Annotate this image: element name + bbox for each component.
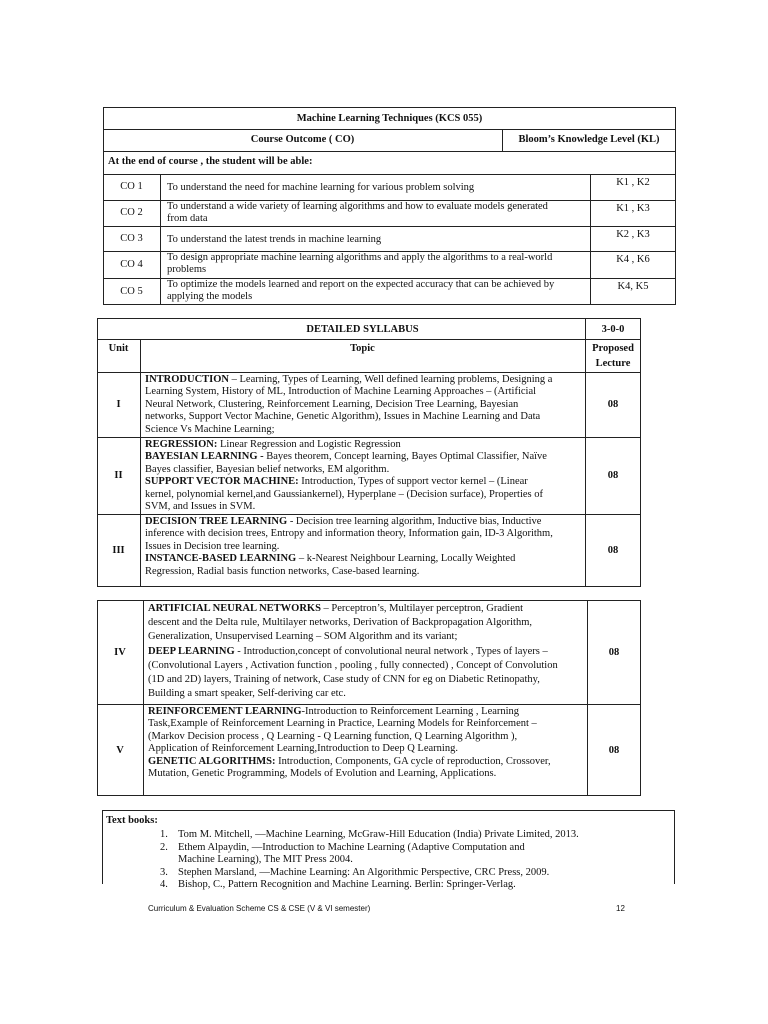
topic-text: inference with decision trees, Entropy and information theory, Information gain, ID-3 Algorithm,	[145, 528, 553, 540]
topic-line	[145, 566, 581, 578]
topic-text: Task,Example of Reinforcement Learning in Practice, Learning Models for Reinforcement –	[148, 718, 537, 730]
syllabus-title: DETAILED SYLLABUS	[306, 324, 419, 335]
co-knowledge-level: K1 , K3	[616, 203, 650, 214]
co-id: CO 2	[120, 207, 143, 218]
topic-line	[145, 501, 581, 513]
topic-line	[148, 756, 583, 768]
topic-heading: SUPPORT VECTOR MACHINE:	[145, 476, 299, 488]
topic-text: Issues in Decision tree learning.	[145, 540, 280, 552]
course-outcome-header: Course Outcome ( CO)	[250, 134, 355, 145]
topic-text: Bayes classifier, Bayesian belief networks, EM algorithm.	[145, 463, 390, 475]
topic-line	[148, 674, 583, 686]
topic-text: Linear Regression and Logistic Regression	[217, 439, 401, 450]
topic-line	[145, 464, 581, 476]
co-description-line: To understand the need for machine learning for various problem solving	[167, 182, 475, 193]
co-description-line: from data	[167, 213, 208, 224]
knowledge-level-header: Bloom’s Knowledge Level (KL)	[518, 134, 660, 145]
topic-text: Mutation, Genetic Programming, Models of Evolution and Learning, Applications.	[148, 768, 497, 779]
topic-header: Topic	[350, 343, 375, 354]
topic-text: – Perceptron’s, Multilayer perceptron, Gradient	[320, 603, 523, 614]
topic-line	[148, 731, 583, 743]
topic-text: kernel, polynomial kernel,and Gaussiankernel), Hyperplane – (Decision surface), Properties of	[145, 488, 543, 500]
topic-text: (1D and 2D) layers, Training of network, Case study of CNN for eg on Diabetic Retinopathy,	[148, 674, 540, 685]
topic-line	[148, 706, 583, 718]
topic-heading: REINFORCEMENT LEARNING	[148, 706, 302, 717]
unit-number: II	[114, 470, 123, 481]
textbook-line: Ethem Alpaydin, ―Introduction to Machine Learning (Adaptive Computation and	[178, 841, 525, 853]
textbook-line: Machine Learning), The MIT Press 2004.	[178, 854, 353, 865]
topic-text: (Convolutional Layers , Activation function , pooling , fully connected) , Concept of Convolution	[148, 659, 558, 671]
topic-line	[148, 718, 583, 730]
unit-header: Unit	[108, 343, 129, 354]
textbook-number: 2.	[160, 841, 168, 853]
topic-line	[145, 399, 581, 411]
co-knowledge-level: K4, K5	[617, 281, 649, 292]
textbook-number: 1.	[160, 829, 168, 840]
topic-line	[148, 631, 583, 643]
topic-text: networks, Support Vector Machine, Genetic Algorithm), Issues in Machine Learning and Data	[145, 411, 541, 423]
topic-line	[145, 476, 581, 488]
unit-number: IV	[114, 647, 126, 658]
topic-line	[145, 439, 581, 451]
topic-text: descent and the Delta rule, Multilayer networks, Derivation of Backpropagation Algorithm,	[148, 617, 533, 629]
unit-lectures: 08	[607, 545, 619, 556]
co-intro: At the end of course , the student will be able:	[108, 156, 313, 167]
textbook-line: Stephen Marsland, ―Machine Learning: An Algorithmic Perspective, CRC Press, 2009.	[178, 866, 550, 878]
co-description-line: problems	[167, 264, 207, 275]
topic-text: – Learning, Types of Learning, Well defined learning problems, Designing a	[229, 374, 553, 385]
topic-text: Introduction, Types of support vector kernel – (Linear	[298, 476, 528, 488]
topic-text: -Introduction to Reinforcement Learning , Learning	[301, 706, 520, 717]
co-id: CO 1	[120, 181, 143, 192]
course-title: Machine Learning Techniques (KCS 055)	[296, 113, 483, 124]
topic-heading: INSTANCE-BASED LEARNING	[145, 553, 297, 565]
co-description-line: applying the models	[167, 291, 253, 302]
topic-line	[145, 386, 581, 398]
topic-line	[145, 411, 581, 423]
co-knowledge-level: K2 , K3	[616, 229, 650, 240]
topic-text: SVM, and Issues in SVM.	[145, 501, 256, 512]
unit-number: V	[116, 744, 124, 756]
topic-line	[148, 660, 583, 672]
topic-line	[148, 743, 583, 755]
co-id: CO 5	[120, 285, 143, 297]
topic-text: Introduction, Components, GA cycle of reproduction, Crossover,	[275, 755, 551, 767]
topic-line	[145, 516, 581, 528]
textbook-line: Tom M. Mitchell, ―Machine Learning, McGraw-Hill Education (India) Private Limited, 2013.	[178, 829, 579, 840]
topic-text: Generalization, Unsupervised Learning – SOM Algorithm and its variant;	[148, 631, 458, 643]
topic-text: (Markov Decision process , Q Learning - Q Learning function, Q Learning Algorithm ),	[148, 730, 518, 742]
lecture-header-line2: Lecture	[595, 358, 631, 369]
topic-line	[145, 528, 581, 540]
unit-lectures: 08	[608, 647, 620, 658]
topic-text: Neural Network, Clustering, Reinforcement Learning, Decision Tree Learning, Bayesian	[145, 398, 519, 410]
topic-line	[145, 424, 581, 436]
topic-text: Bayes theorem, Concept learning, Bayes Optimal Classifier, Naïve	[263, 451, 547, 463]
unit-number: III	[112, 545, 125, 556]
topic-line	[145, 489, 581, 501]
topic-line	[145, 451, 581, 463]
co-description-line: To design appropriate machine learning algorithms and apply the algorithms to a real-world	[167, 252, 553, 263]
topic-line	[148, 603, 583, 615]
page-number: 12	[616, 904, 625, 913]
topic-heading: REGRESSION:	[145, 439, 218, 450]
co-description-line: To optimize the models learned and report on the expected accuracy that can be achieved by	[167, 279, 555, 290]
topic-heading: DEEP LEARNING	[148, 645, 235, 657]
topic-text: – k-Nearest Neighbour Learning, Locally Weighted	[296, 553, 516, 565]
topic-heading: DECISION TREE LEARNING	[145, 516, 288, 527]
co-knowledge-level: K4 , K6	[616, 254, 650, 265]
topic-heading: ARTIFICIAL NEURAL NETWORKS	[148, 603, 321, 614]
textbooks-heading: Text books:	[106, 815, 158, 826]
topic-heading: INTRODUCTION	[145, 374, 230, 385]
textbook-number: 4.	[160, 879, 168, 890]
topic-line	[148, 646, 583, 658]
topic-text: Building a smart speaker, Self-deriving car etc.	[148, 688, 346, 700]
ltp-value: 3-0-0	[601, 324, 625, 335]
topic-text: Regression, Radial basis function networks, Case-based learning.	[145, 565, 420, 577]
unit-number: I	[116, 399, 121, 410]
topic-text: Science Vs Machine Learning;	[145, 423, 275, 435]
topic-text: Learning System, History of ML, Introduction of Machine Learning Approaches – (Artificial	[145, 386, 537, 398]
topic-line	[145, 541, 581, 553]
topic-line	[145, 553, 581, 565]
topic-line	[145, 374, 581, 386]
co-description-line: To understand a wide variety of learning algorithms and how to evaluate models generated	[167, 201, 548, 212]
topic-text: - Decision tree learning algorithm, Inductive bias, Inductive	[287, 516, 542, 527]
textbook-line: Bishop, C., Pattern Recognition and Machine Learning. Berlin: Springer-Verlag.	[178, 879, 516, 890]
textbook-number: 3.	[160, 866, 168, 878]
topic-heading: GENETIC ALGORITHMS:	[148, 755, 276, 767]
footer-text: Curriculum & Evaluation Scheme CS & CSE (V & VI semester)	[148, 904, 371, 913]
co-description-line: To understand the latest trends in machine learning	[167, 233, 382, 245]
topic-heading: BAYESIAN LEARNING -	[145, 451, 264, 463]
topic-line	[148, 688, 583, 700]
unit-lectures: 08	[607, 399, 619, 410]
topic-text: - Introduction,concept of convolutional neural network , Types of layers –	[234, 645, 548, 657]
unit-lectures: 08	[607, 470, 619, 481]
co-knowledge-level: K1 , K2	[616, 177, 650, 188]
co-id: CO 4	[120, 258, 143, 270]
topic-line	[148, 617, 583, 629]
topic-line	[148, 768, 583, 780]
lecture-header-line1: Proposed	[592, 343, 634, 354]
co-id: CO 3	[120, 232, 143, 244]
topic-text: Application of Reinforcement Learning,Introduction to Deep Q Learning.	[148, 743, 458, 755]
unit-lectures: 08	[608, 744, 620, 756]
